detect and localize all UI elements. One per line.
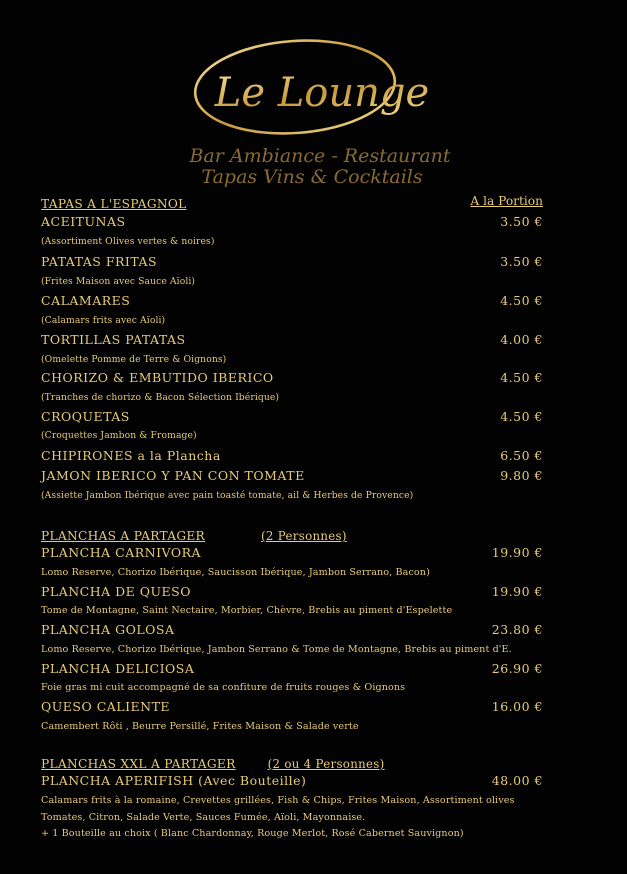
section-title-tapas: TAPAS A L'ESPAGNOL: [41, 197, 187, 211]
menu-item: [41, 547, 543, 560]
item-description: Foie gras mi cuit accompagné de sa confiture de fruits rouges & Oignons: [41, 682, 406, 693]
item-description: (Frites Maison avec Sauce Aïoli): [41, 276, 196, 287]
item-price: 4.50 €: [500, 370, 543, 385]
item-name: CHIPIRONES a la Plancha: [41, 448, 221, 463]
menu-item: [41, 624, 543, 637]
menu-item: [41, 470, 543, 483]
planchas-header: [41, 527, 543, 543]
item-name: QUESO CALIENTE: [41, 699, 171, 714]
item-price: 4.50 €: [500, 293, 543, 308]
menu-item: [41, 775, 543, 788]
item-description: (Tranches de chorizo & Bacon Sélection Ibérique): [41, 392, 280, 403]
tapas-header: [41, 195, 543, 211]
item-price: 4.00 €: [500, 332, 543, 347]
menu-item: [41, 701, 543, 714]
item-description: (Assortiment Olives vertes & noires): [41, 236, 215, 247]
item-name: PLANCHA DE QUESO: [41, 584, 191, 599]
section-note-planchas: (2 Personnes): [261, 529, 347, 543]
menu-item: [41, 586, 543, 599]
menu-item: [41, 663, 543, 676]
item-name: PLANCHA GOLOSA: [41, 622, 175, 637]
item-description: (Calamars frits avec Aïoli): [41, 315, 166, 326]
item-price: 23.80 €: [491, 622, 543, 637]
logo-tagline-2: Tapas Vins & Cocktails: [201, 166, 423, 188]
item-price: 9.80 €: [500, 468, 543, 483]
menu-item: [41, 256, 543, 269]
portion-label: A la Portion: [470, 194, 543, 208]
item-price: 3.50 €: [500, 254, 543, 269]
item-name: PLANCHA CARNIVORA: [41, 545, 202, 560]
section-title-planchas-xxl: PLANCHAS XXL A PARTAGER: [41, 757, 236, 771]
item-description: Tome de Montagne, Saint Nectaire, Morbier, Chèvre, Brebis au piment d'Espelette: [41, 605, 453, 616]
item-description-line: Tomates, Citron, Salade Verte, Sauces Fumée, Aïoli, Mayonnaise.: [41, 812, 366, 823]
item-name: ACEITUNAS: [41, 214, 126, 229]
item-name: PLANCHA APERIFISH (Avec Bouteille): [41, 773, 307, 788]
item-description: Lomo Reserve, Chorizo Ibérique, Jambon Serrano & Tome de Montagne, Brebis au piment d'E.: [41, 644, 512, 655]
item-description-line: Calamars frits à la romaine, Crevettes grillées, Fish & Chips, Frites Maison, Assortiment olives: [41, 795, 515, 806]
logo-graphic: [0, 0, 627, 195]
item-price: 3.50 €: [500, 214, 543, 229]
item-description: (Omelette Pomme de Terre & Oignons): [41, 354, 227, 365]
item-description: Lomo Reserve, Chorizo Ibérique, Saucisson Ibérique, Jambon Serrano, Bacon): [41, 567, 430, 578]
item-name: PLANCHA DELICIOSA: [41, 661, 195, 676]
logo: [0, 0, 627, 195]
item-name: PATATAS FRITAS: [41, 254, 158, 269]
item-description: (Assiette Jambon Ibérique avec pain toasté tomate, ail & Herbes de Provence): [41, 490, 414, 501]
item-name: CROQUETAS: [41, 409, 130, 424]
item-price: 19.90 €: [491, 545, 543, 560]
item-price: 26.90 €: [491, 661, 543, 676]
item-name: CALAMARES: [41, 293, 131, 308]
menu-item: [41, 334, 543, 347]
item-price: 6.50 €: [500, 448, 543, 463]
item-price: 19.90 €: [491, 584, 543, 599]
menu-item: [41, 216, 543, 229]
item-name: TORTILLAS PATATAS: [41, 332, 186, 347]
section-note-planchas-xxl: (2 ou 4 Personnes): [267, 757, 385, 771]
logo-name: Le Lounge: [214, 70, 430, 116]
item-price: 48.00 €: [491, 773, 543, 788]
menu-item: [41, 295, 543, 308]
planchas-xxl-header: [41, 755, 543, 771]
section-title-planchas: PLANCHAS A PARTAGER: [41, 529, 206, 543]
item-description: Camembert Rôti , Beurre Persillé, Frites Maison & Salade verte: [41, 721, 359, 732]
item-name: CHORIZO & EMBUTIDO IBERICO: [41, 370, 274, 385]
logo-tagline-1: Bar Ambiance - Restaurant: [189, 145, 451, 167]
item-price: 4.50 €: [500, 409, 543, 424]
item-name: JAMON IBERICO Y PAN CON TOMATE: [41, 468, 305, 483]
item-description: (Croquettes Jambon & Fromage): [41, 430, 197, 441]
menu-item: [41, 411, 543, 424]
item-description-line: + 1 Bouteille au choix ( Blanc Chardonnay, Rouge Merlot, Rosé Cabernet Sauvignon): [41, 828, 464, 839]
menu-item: [41, 372, 543, 385]
menu-item: [41, 450, 543, 463]
item-price: 16.00 €: [491, 699, 543, 714]
